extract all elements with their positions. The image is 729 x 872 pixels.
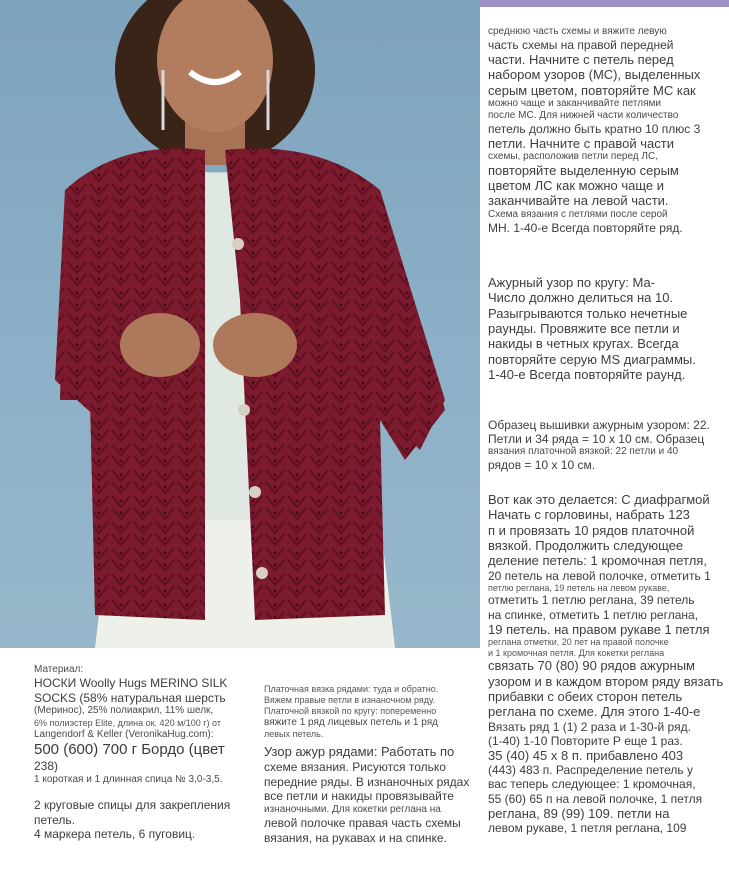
text-line: связать 70 (80) 90 рядов ажурным [488,658,695,674]
text-line [34,786,258,798]
text-line: набором узоров (МС), выделенных [488,67,701,83]
text-line: часть схемы на правой передней [488,37,674,52]
text-line: и 1 кромочная петля. Для кокетки реглана [488,647,665,658]
text-line: Образец вышивки ажурным узором: 22. [488,418,710,432]
text-line: изнаночными. Для кокетки реглана на [264,803,441,815]
text-line: деление петель: 1 кромочная петля, [488,553,707,569]
text-line: вязания платочной вязкой: 22 петли и 40 [488,446,679,458]
text-line: 1-40-е Всегда повторяйте раунд. [488,366,686,382]
text-line: реглана по схеме. Для этого 1-40-е [488,704,701,720]
text-line: узором и в каждом втором ряду вязать [488,673,724,689]
text-line: вязкой. Продолжить следующее [488,537,684,553]
text-line: 4 маркера петель, 6 пуговиц. [34,827,196,842]
text-line: Вязать ряд 1 (1) 2 раза и 1-30-й ряд. [488,719,691,734]
text-line: 6% полиэстер Elite, длина ок. 420 м/100 г) от [34,717,221,728]
text-line: Схема вязания с петлями после серой [488,208,668,220]
text-line: реглана отметки, 20 пет на правой полочке [488,637,669,648]
text-line: отметить 1 петлю реглана, 39 петель [488,593,695,608]
gauge-info [488,418,724,472]
text-line: Ажурный узор по кругу: Ма- [488,275,656,290]
text-line: SOCKS (58% натуральная шерсть [34,690,226,705]
text-line: схеме вязания. Рисуются только [264,759,446,774]
text-line: Вот как это делается: С диафрагмой [488,492,710,507]
materials-section [34,664,258,842]
text-line: (1-40) 1-10 Повторите Р еще 1 раз. [488,733,683,748]
text-line: накиды в четных кругах. Всегда [488,336,679,352]
text-line: повторяйте серую MS диаграммы. [488,351,696,367]
text-line: 19 петель. на правом рукаве 1 петля [488,621,710,637]
product-photo [0,0,480,648]
text-line: 20 петель на левой полочке, отметить 1 [488,568,711,583]
text-line: 238) [34,759,59,774]
text-line: Платочной вязкой по кругу: попеременно [264,705,437,716]
text-line: части. Начните с петель перед [488,51,674,67]
text-line: на спинке, отметить 1 петлю реглана, [488,607,699,622]
text-line: Langendorf & Keller (VeronikaHug.com): [34,728,214,740]
text-line: 55 (60) 65 п на левой полочке, 1 петля [488,791,703,806]
text-line: прибавки с обеих сторон петель [488,688,683,704]
text-line: петель должно быть кратно 10 плюс 3 [488,121,701,136]
text-line: МН. 1-40-е Всегда повторяйте ряд. [488,220,683,235]
text-line: петель. [34,812,75,827]
text-line: Вяжем правые петли в изнаночном ряду. [264,694,436,705]
text-line: 1 короткая и 1 длинная спица № 3,0-3,5. [34,773,223,785]
text-line: раунды. Провяжите все петли и [488,320,680,336]
text-line: заканчивайте на левой части. [488,193,669,209]
text-line: можно чаще и заканчивайте петлями [488,97,661,109]
text-line: Узор ажур рядами: Работать по [264,744,455,760]
text-line: (443) 483 п. Распределение петель у [488,763,694,778]
text-line: петлю реглана, 19 петель на левом рукаве, [488,582,670,593]
text-line: 35 (40) 45 х 8 п. прибавлено 403 [488,747,684,763]
text-line: реглана, 89 (99) 109. петли на [488,805,670,821]
text-line: Петли и 34 ряда = 10 х 10 см. Образец [488,432,705,447]
text-line: вас теперь следующее: 1 кромочная, [488,777,696,792]
stitch-patterns-section [264,684,480,845]
text-line: передние ряды. В изнаночных рядах [264,774,470,789]
text-line: 500 (600) 700 г Бордо (цвет [34,740,225,758]
text-line: (Меринос), 25% полиакрил, 11% шелк, [34,705,214,717]
text-line: Число должно делиться на 10. [488,290,674,306]
text-line: петли. Начните с правой части [488,135,674,151]
text-line: левых петель. [264,729,324,740]
text-line: вяжите 1 ряд лицевых петель и 1 ряд [264,716,438,728]
text-line: после МС. Для нижней части количество [488,109,679,121]
text-line: серым цветом, повторяйте МС как [488,82,696,98]
text-line: левом рукаве, 1 петля реглана, 109 [488,821,687,836]
text-line: п и провязать 10 рядов платочной [488,522,695,538]
pattern-instructions-right-top [488,26,724,235]
text-line: среднюю часть схемы и вяжите левую [488,26,667,37]
text-line: цветом ЛС как можно чаще и [488,178,665,194]
text-line: 2 круговые спицы для закрепления [34,797,231,812]
text-line: схемы, расположив петли перед ЛС, [488,151,658,163]
text-line: Платочная вязка рядами: туда и обратно. [264,684,439,694]
how-to-instructions [488,492,724,835]
text-line: Разыгрываются только нечетные [488,305,688,321]
text-line: рядов = 10 х 10 см. [488,458,596,473]
pattern-instructions-round-lace [488,275,724,382]
text-line: повторяйте выделенную серым [488,162,679,178]
cardigan-model-illustration [0,0,480,648]
text-line: левой полочке правая часть схемы [264,815,461,830]
materials-heading: Материал: [34,664,84,675]
text-line: все петли и накиды провязывайте [264,789,454,804]
text-line: НОСКИ Woolly Hugs MERINO SILK [34,676,228,691]
text-line: Начать с горловины, набрать 123 [488,507,690,523]
accent-bar [480,0,729,7]
text-line: вязания, на рукавах и на спинке. [264,830,447,845]
